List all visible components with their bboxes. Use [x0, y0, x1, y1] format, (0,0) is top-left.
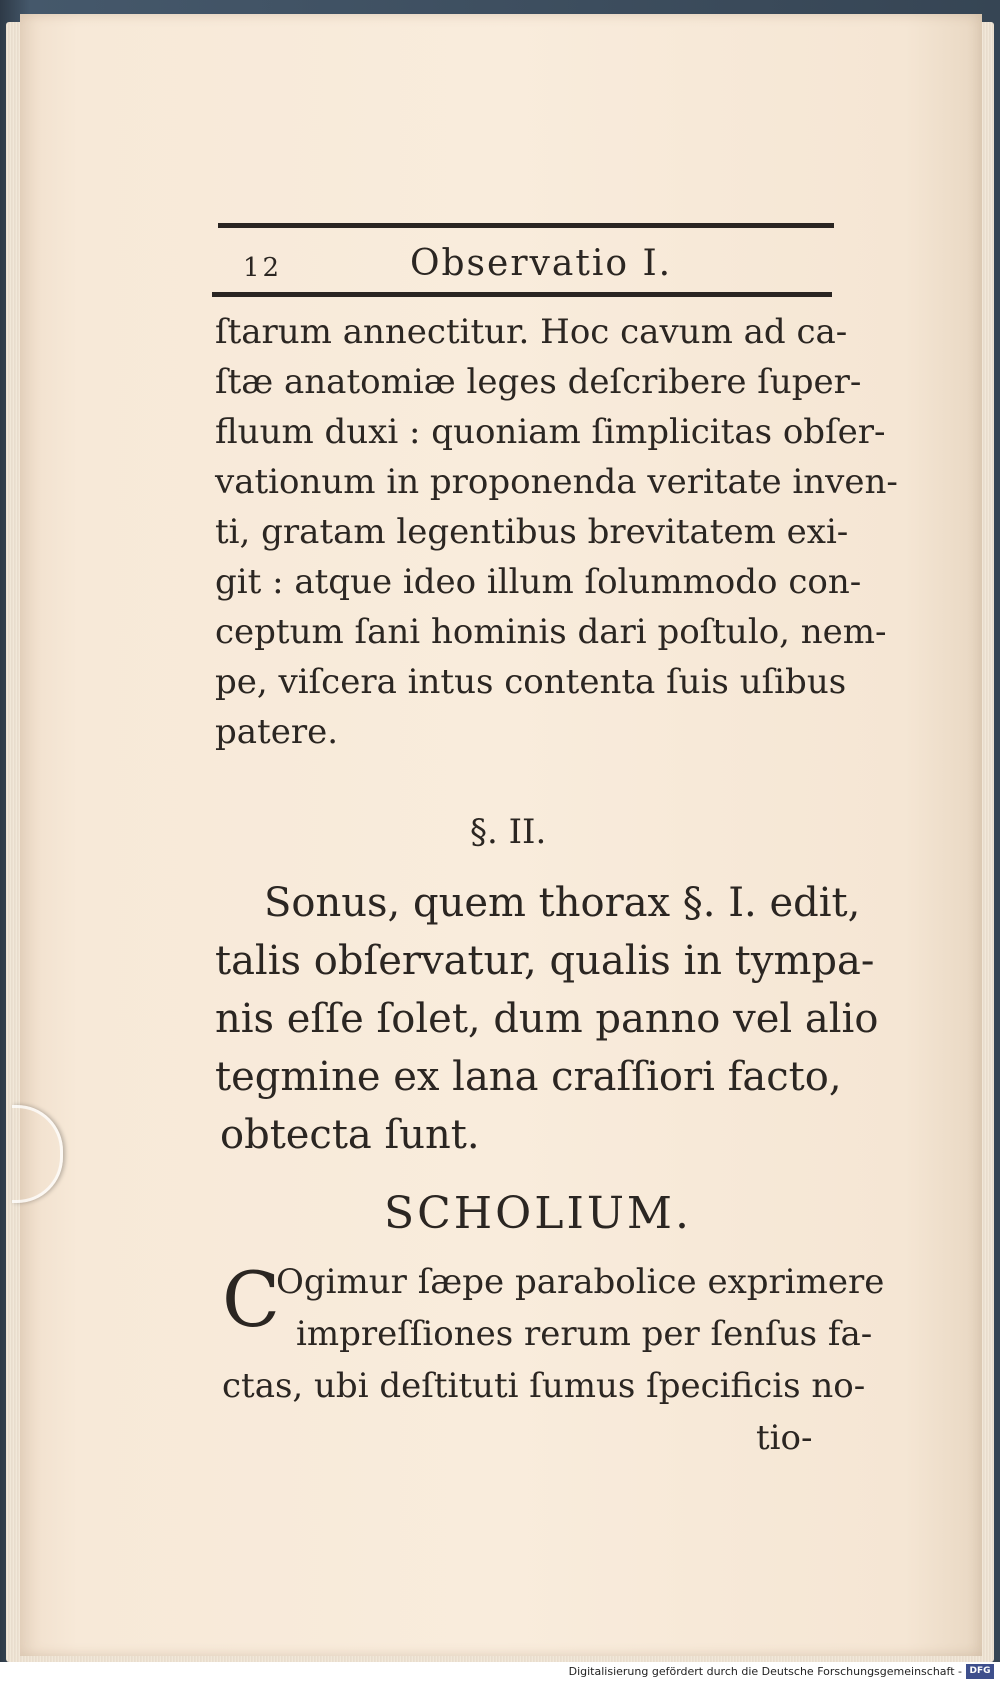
- page-number: 12: [243, 253, 283, 283]
- paragraph2-line: nis eſſe ſolet, dum panno vel alio: [215, 996, 879, 1042]
- catchword: tio-: [756, 1418, 813, 1458]
- dfg-logo: DFG: [966, 1664, 994, 1679]
- scholium-line: ctas, ubi deſtituti ſumus ſpecificis no-: [222, 1366, 866, 1406]
- paragraph1-line: pe, viſcera intus contenta ſuis uſibus: [215, 662, 847, 702]
- paragraph2-line: obtecta ſunt.: [220, 1112, 480, 1158]
- scholium-line: impreſſiones rerum per ſenſus fa-: [296, 1314, 873, 1354]
- paragraph2-line: talis obſervatur, qualis in tympa-: [215, 938, 875, 984]
- paragraph1-line: git : atque ideo illum ſolummodo con-: [215, 562, 862, 602]
- paragraph1-line: fluum duxi : quoniam ſimplicitas obſer-: [215, 412, 886, 452]
- header-rule-bottom: [212, 292, 832, 297]
- scholium-line: Ogimur ſæpe parabolice exprimere: [276, 1262, 885, 1302]
- paragraph2-line: Sonus, quem thorax §. I. edit,: [264, 880, 861, 926]
- paragraph1-line: patere.: [215, 712, 339, 752]
- paragraph1-line: vationum in proponenda veritate inven-: [215, 462, 898, 502]
- scholium-heading: SCHOLIUM.: [384, 1188, 692, 1239]
- section-heading: §. II.: [470, 812, 547, 852]
- header-rule-top: [218, 223, 834, 228]
- running-head: Observatio I.: [410, 243, 673, 284]
- paragraph1-line: ſtæ anatomiæ leges deſcribere ſuper-: [215, 362, 862, 402]
- paragraph1-line: ceptum ſani hominis dari poſtulo, nem-: [215, 612, 887, 652]
- paragraph2-line: tegmine ex lana craſſiori facto,: [215, 1054, 842, 1100]
- paragraph1-line: ſtarum annectitur. Hoc cavum ad ca-: [215, 312, 848, 352]
- paragraph1-line: ti, gratam legentibus brevitatem exi-: [215, 512, 849, 552]
- drop-cap: C: [222, 1255, 281, 1344]
- digitization-credit: Digitalisierung gefördert durch die Deutsche Forschungsgemeinschaft -: [568, 1665, 962, 1678]
